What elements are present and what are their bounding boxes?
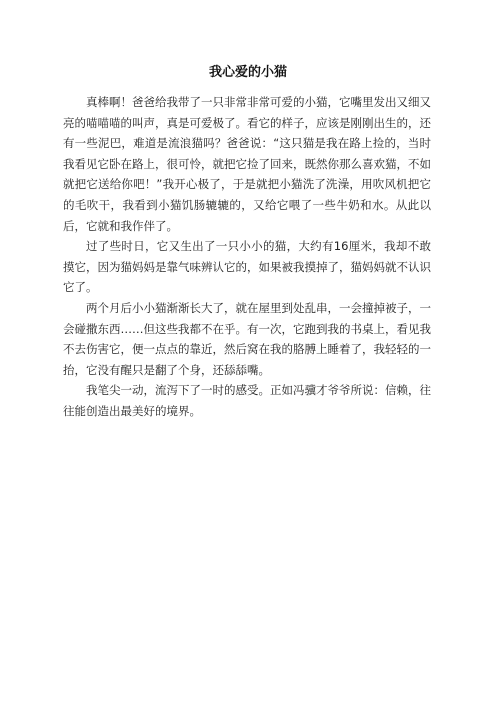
paragraph: 真棒啊！爸爸给我带了一只非常非常可爱的小猫，它嘴里发出又细又亮的喵喵喵的叫声，真是可爱极了。看它的样子，应该是刚刚出生的，还有一些泥巴，难道是流浪猫吗？爸爸说：“这只猫是我在路上捡的，当时我看见它卧在路上，很可怜，就把它捡了回来，既然你那么喜欢猫，不如就把它送给你吧！”我开心极了，于是就把小猫洗了洗澡，用吹风机把它的毛吹干，我看到小猫饥肠辘辘的，又给它喂了一些牛奶和水。从此以后，它就和我作伴了。	[63, 95, 431, 233]
paragraph: 过了些时日，它又生出了一只小小的猫，大约有16厘米，我却不敢摸它，因为猫妈妈是靠气味辨认它的，如果被我摸掉了，猫妈妈就不认识它了。	[63, 239, 431, 295]
paragraph: 我笔尖一动，流泻下了一时的感受。正如冯骥才爷爷所说：信赖，往往能创造出最美好的境界。	[63, 383, 431, 418]
paragraph: 两个月后小小猫渐渐长大了，就在屋里到处乱串，一会撞掉被子，一会碰撒东西……但这些我都不在乎。有一次，它跑到我的书桌上，看见我不去伤害它，便一点点的靠近，然后窝在我的胳膊上睡着了，我轻轻的一抬，它没有醒只是翻了个身，还舔舔嘴。	[63, 300, 431, 377]
article-body	[63, 92, 431, 422]
document-title: 我心爱的小猫	[208, 65, 287, 80]
